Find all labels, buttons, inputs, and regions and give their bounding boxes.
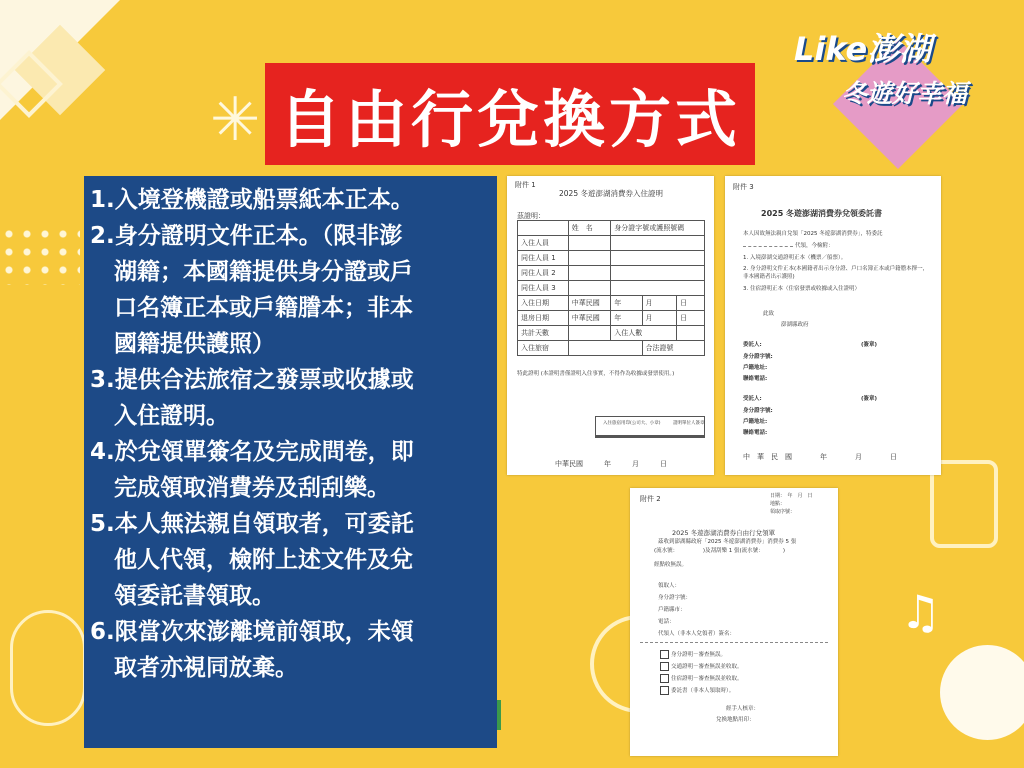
instruction-line: 湖籍；本國籍提供身分證或戶	[114, 259, 413, 285]
doc1-hotel: 入住旅宿	[518, 341, 569, 356]
doc1-day: 日	[677, 311, 705, 326]
instruction-line: 他人代領，檢附上述文件及兌	[114, 547, 413, 573]
doc3-title: 2025 冬遊澎湖消費券兌領委託書	[761, 209, 883, 218]
doc2-line2: (流水號： )及刮刮樂 1 張(流水號： )	[654, 548, 786, 554]
doc3-agent: 聯絡電話:	[743, 430, 768, 436]
doc1-stamp1: 入住旅宿用印(公司大、小章)	[603, 421, 661, 426]
doc3-client: 聯絡電話:	[743, 376, 768, 382]
checkbox	[660, 686, 669, 695]
decor-music-note: ♫	[900, 585, 942, 639]
doc1-header: 姓 名	[568, 221, 611, 236]
doc3-intro2: 代領，今檢附：	[795, 243, 834, 249]
doc3-list-item: 2. 身分證明文件正本(本國籍者出示身分證、戶口名簿正本或戶籍謄本擇一，非本國籍者出示護照)	[743, 266, 929, 280]
doc2-meta: 領取序號：	[770, 509, 796, 515]
doc2-field: 電話：	[658, 619, 675, 625]
doc3-list-item: 1. 入境澎湖交通證明正本（機票／船票）。	[743, 255, 847, 261]
doc2-check-label: 委託書（非本人領取時）。	[671, 688, 735, 694]
instruction-line: 領委託書領取。	[114, 583, 275, 609]
doc2-handler: 經手人核章：	[726, 706, 760, 712]
doc3-blank	[743, 246, 793, 247]
doc2-check	[660, 674, 743, 683]
logo-line2: 冬遊好幸福	[842, 79, 968, 108]
doc1-stamp2: 證明單位人簽章	[673, 421, 705, 426]
doc3-to: 此致	[763, 311, 775, 317]
doc3-footer: 中 華 民 國 年 月 日	[743, 453, 897, 461]
doc1-note: 特此證明 (本證明書僅證明入住事實，不得作為收據或發票使用。)	[517, 371, 675, 377]
doc2-title: 2025 冬遊澎湖消費券自由行兌領單	[672, 529, 776, 537]
doc1-row-label: 同住人員 1	[518, 251, 569, 266]
decor-circle	[940, 645, 1024, 740]
doc1-tag: 附件 1	[515, 181, 536, 189]
instruction-line: 入住證明。	[114, 403, 229, 429]
doc3-list-item: 3. 住宿證明正本（住宿發票或收據或入住證明）	[743, 286, 860, 292]
doc1-nights: 共計天數	[518, 326, 569, 341]
doc2-line1: 茲收到澎湖縣政府「2025 冬遊澎湖消費券」消費券 5 張	[658, 539, 797, 545]
doc1-roc: 中華民國	[568, 311, 611, 326]
doc3-gov: 澎湖縣政府	[781, 322, 809, 328]
doc1-row-label: 同住人員 2	[518, 266, 569, 281]
attachment-2-document	[630, 488, 838, 756]
doc2-divider	[640, 642, 828, 643]
doc1-label: 茲證明：	[517, 212, 545, 220]
doc2-check	[660, 650, 726, 659]
doc2-meta: 日期： 年 月 日	[770, 493, 813, 499]
doc1-table	[517, 220, 705, 356]
doc3-sign: (簽章)	[861, 396, 878, 402]
page-title: 自由行兌換方式	[265, 63, 755, 165]
doc2-tag: 附件 2	[640, 495, 661, 503]
doc2-place: 兌換地點用印：	[716, 717, 755, 723]
doc3-sign: (簽章)	[861, 342, 878, 348]
instruction-line: 完成領取消費券及刮刮樂。	[114, 475, 390, 501]
instruction-line: 5.本人無法親自領取者，可委託	[90, 511, 414, 537]
doc2-staff: 經點收無誤。	[654, 562, 688, 568]
doc3-client: 委託人:	[743, 342, 762, 348]
doc1-row-label: 入住人員	[518, 236, 569, 251]
doc1-count: 入住人數	[611, 326, 677, 341]
doc3-agent: 受託人:	[743, 396, 762, 402]
attachment-3-document	[725, 176, 941, 475]
doc1-roc: 中華民國	[568, 296, 611, 311]
doc2-field: 戶籍縣市：	[658, 607, 686, 613]
doc1-month: 月	[642, 311, 677, 326]
decor-dots	[0, 225, 80, 285]
instruction-line: 4.於兌領單簽名及完成問卷，即	[90, 439, 414, 465]
checkbox	[660, 650, 669, 659]
instruction-line: 國籍提供護照）	[114, 331, 275, 357]
decor-green-bar	[497, 700, 501, 730]
instruction-line: 1.入境登機證或船票紙本正本。	[90, 187, 414, 213]
checkbox	[660, 662, 669, 671]
doc3-agent: 身分證字號:	[743, 408, 773, 414]
doc3-agent: 戶籍地址:	[743, 419, 768, 425]
doc1-legal: 合法證號	[642, 341, 705, 356]
doc2-field: 領取人：	[658, 583, 681, 589]
doc1-header: 身分證字號或護照號碼	[611, 221, 705, 236]
instruction-line: 口名簿正本或戶籍謄本；非本	[114, 295, 413, 321]
instruction-line: 6.限當次來澎離境前領取，未領	[90, 619, 414, 645]
doc1-row-label: 同住人員 3	[518, 281, 569, 296]
doc2-check	[660, 662, 743, 671]
decor-turtle-outline	[10, 610, 86, 726]
doc2-field: 身分證字號：	[658, 595, 692, 601]
instruction-line: 2.身分證明文件正本。（限非澎	[90, 223, 403, 249]
instruction-line: 3.提供合法旅宿之發票或收據或	[90, 367, 414, 393]
instructions-panel	[84, 176, 497, 748]
doc2-meta: 地點：	[770, 501, 786, 507]
doc1-checkout: 退房日期	[518, 311, 569, 326]
doc3-intro: 本人因故無法親自兌領「2025 冬遊澎湖消費券」，特委託	[743, 231, 883, 237]
checkbox	[660, 674, 669, 683]
doc1-title: 2025 冬遊澎湖消費券入住證明	[559, 189, 663, 198]
doc1-checkin: 入住日期	[518, 296, 569, 311]
doc1-footer: 中華民國 年 月 日	[555, 460, 667, 468]
doc3-client: 身分證字號:	[743, 354, 773, 360]
instruction-line: 取者亦視同放棄。	[114, 655, 298, 681]
doc3-tag: 附件 3	[733, 183, 754, 191]
decor-sparkle: ✳	[210, 85, 261, 155]
doc2-check	[660, 686, 734, 695]
doc2-check-label: 身分證明－審查無誤。	[671, 652, 727, 658]
doc2-check-label: 住宿證明－審查無誤並收取。	[671, 676, 743, 682]
attachment-1-document	[507, 176, 714, 475]
doc1-month: 月	[642, 296, 677, 311]
doc3-client: 戶籍地址:	[743, 365, 768, 371]
doc1-year: 年	[611, 296, 642, 311]
doc2-check-label: 交通證明－審查無誤並收取。	[671, 664, 743, 670]
doc1-stamp-area	[595, 435, 705, 437]
doc2-field: 代領人（非本人兌領者）簽名：	[658, 631, 736, 637]
doc1-day: 日	[677, 296, 705, 311]
doc1-year: 年	[611, 311, 642, 326]
logo-line1: Like澎湖	[794, 30, 932, 68]
brand-logo	[790, 22, 1020, 162]
